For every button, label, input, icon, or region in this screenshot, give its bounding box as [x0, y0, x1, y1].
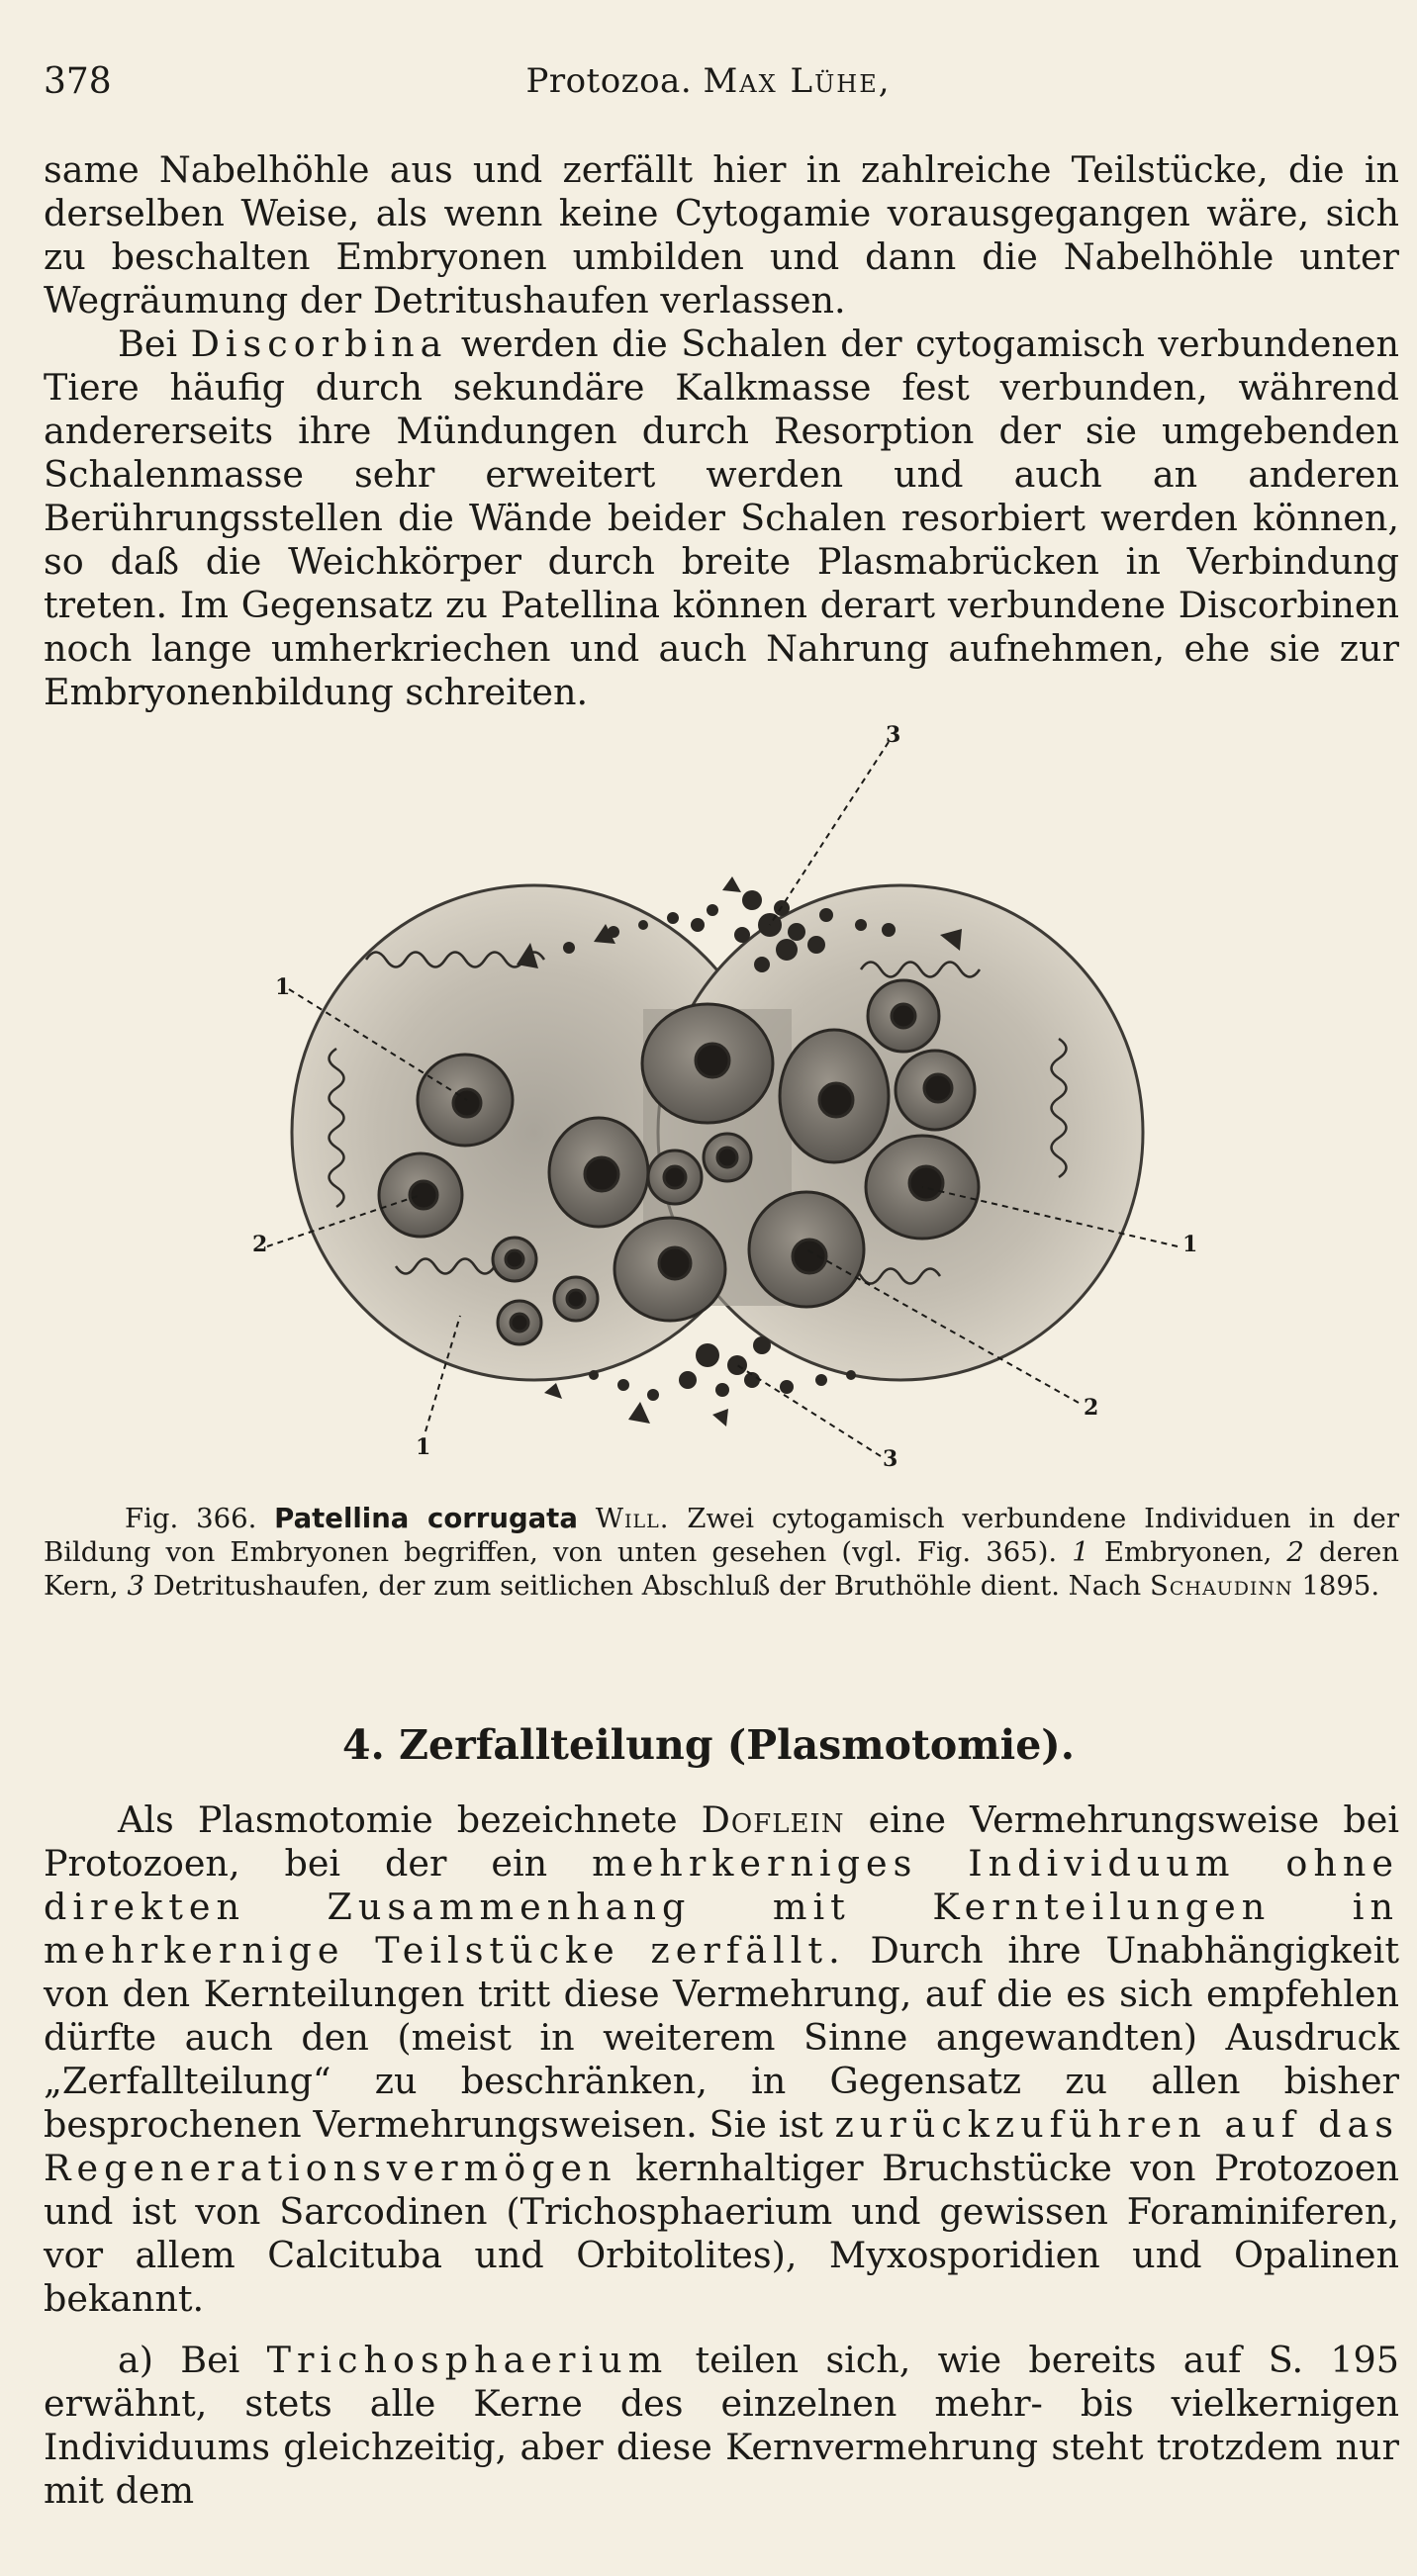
top-text — [44, 148, 1399, 714]
term-trichosphaerium: Trichosphaerium — [266, 2339, 669, 2381]
figure-label-1-bottom: 1 — [416, 1434, 431, 1460]
para2-prefix: Bei — [118, 322, 178, 365]
p1-d: kernhaltiger Bruchstücke von Protozoen und ist von Sarcodinen (Trichosphaerium und gewissen Foraminiferen, vor allem Calcituba und Orbitolites), Myxosporidien und Opalinen bekannt. — [44, 2147, 1400, 2320]
figure-label-3-top: 3 — [886, 722, 901, 748]
page-number: 378 — [44, 61, 112, 102]
running-head — [44, 61, 1373, 101]
caption-key2-text: deren Kern, — [44, 1536, 1400, 1602]
p1-c: Durch ihre Unabhängigkeit von den Kernteilungen tritt diese Vermehrung, auf die es sich empfehlen dürfte auch den (meist in weiterem Sinne angewandten) Ausdruck „Zerfallteilung“ zu beschränken, in Gegensatz zu allen bisher besprochenen Vermehrungsweisen. Sie ist — [44, 1929, 1399, 2146]
para2-rest: werden die Schalen der cytogamisch verbundenen Tiere häufig durch sekundäre Kalkmasse fest verbunden, während andererseits ihre Mündungen durch Resorption der sie umgebenden Schalenmasse sehr erweitert werden und auch an anderen Berührungsstellen die Wände beider Schalen resorbiert werden können, so daß die Weichkörper durch breite Plasmabrücken in Verbindung treten. Im Gegensatz zu Patellina können derart verbundene Discorbinen noch lange umherkriechen und auch Nahrung aufnehmen, ehe sie zur Embryonenbildung schreiten. — [44, 322, 1399, 713]
figure-caption — [44, 1502, 1399, 1603]
bottom-text — [44, 1798, 1399, 2513]
caption-key1-num: 1 — [1072, 1536, 1089, 1568]
page-header — [44, 61, 1373, 111]
caption-source: Schaudinn — [1150, 1570, 1293, 1602]
p1-spaced-1: mehrkerniges Individuum ohne direkten Zusammenhang mit Kernteilungen in mehrkernige Teilstücke zerfällt. — [44, 1842, 1399, 1972]
p1-a: Als Plasmotomie bezeichnete — [118, 1798, 678, 1841]
p2-b: teilen sich, wie bereits auf S. 195 erwähnt, stets alle Kerne des einzelnen mehr- bis vielkernigen Individuums gleichzeitig, aber diese Kernvermehrung steht trotzdem nur mit dem — [44, 2339, 1399, 2512]
paragraph-discorbina — [44, 322, 1399, 714]
caption-author: Will. — [595, 1503, 670, 1534]
figure-label-2-right: 2 — [1084, 1395, 1099, 1421]
caption-species: Patellina corrugata — [274, 1503, 578, 1534]
caption-year: 1895. — [1301, 1570, 1380, 1602]
caption-key2-num: 2 — [1286, 1536, 1304, 1568]
figure-illustration — [247, 722, 1197, 1484]
figure-label-1-left: 1 — [275, 974, 291, 1000]
running-title: Protozoa. — [525, 61, 693, 101]
p1-name: Doflein — [701, 1798, 845, 1841]
caption-key3-num: 3 — [127, 1570, 144, 1602]
figure-366 — [247, 722, 1197, 1484]
caption-key3-text: Detritushaufen, der zum seitlichen Abschluß der Bruthöhle dient. Nach — [152, 1570, 1142, 1602]
caption-key1-text: Embryonen, — [1103, 1536, 1273, 1568]
paragraph-plasmotomie — [44, 1798, 1399, 2321]
p1-b: eine Vermehrungsweise bei Protozoen, bei der ein — [44, 1798, 1400, 1885]
caption-text: Zwei cytogamisch verbundene Individuen in der Bildung von Embryonen begriffen, von unten gesehen (vgl. Fig. 365). — [44, 1503, 1399, 1568]
term-discorbina: Discorbina — [190, 322, 448, 365]
paragraph-continuation: same Nabelhöhle aus und zerfällt hier in zahlreiche Teilstücke, die in derselben Weise, als wenn keine Cytogamie vorausgegangen wäre, sich zu beschalten Embryonen umbilden und dann die Nabelhöhle unter Wegräumung der Detritushaufen verlassen. — [44, 148, 1399, 322]
section-heading: 4. Zerfallteilung (Plasmotomie). — [342, 1721, 1075, 1769]
figure-label-2-left: 2 — [252, 1232, 268, 1257]
p1-spaced-2: zurückzuführen auf das Regenerationsvermögen — [44, 2103, 1400, 2189]
paragraph-trichosphaerium — [44, 2339, 1399, 2513]
figure-label-3-bottom: 3 — [883, 1446, 898, 1472]
p2-a: a) Bei — [118, 2339, 240, 2381]
running-author: Max Lühe, — [703, 61, 892, 101]
figure-label-1-right: 1 — [1182, 1232, 1197, 1257]
caption-fig-number: Fig. 366. — [125, 1503, 257, 1534]
